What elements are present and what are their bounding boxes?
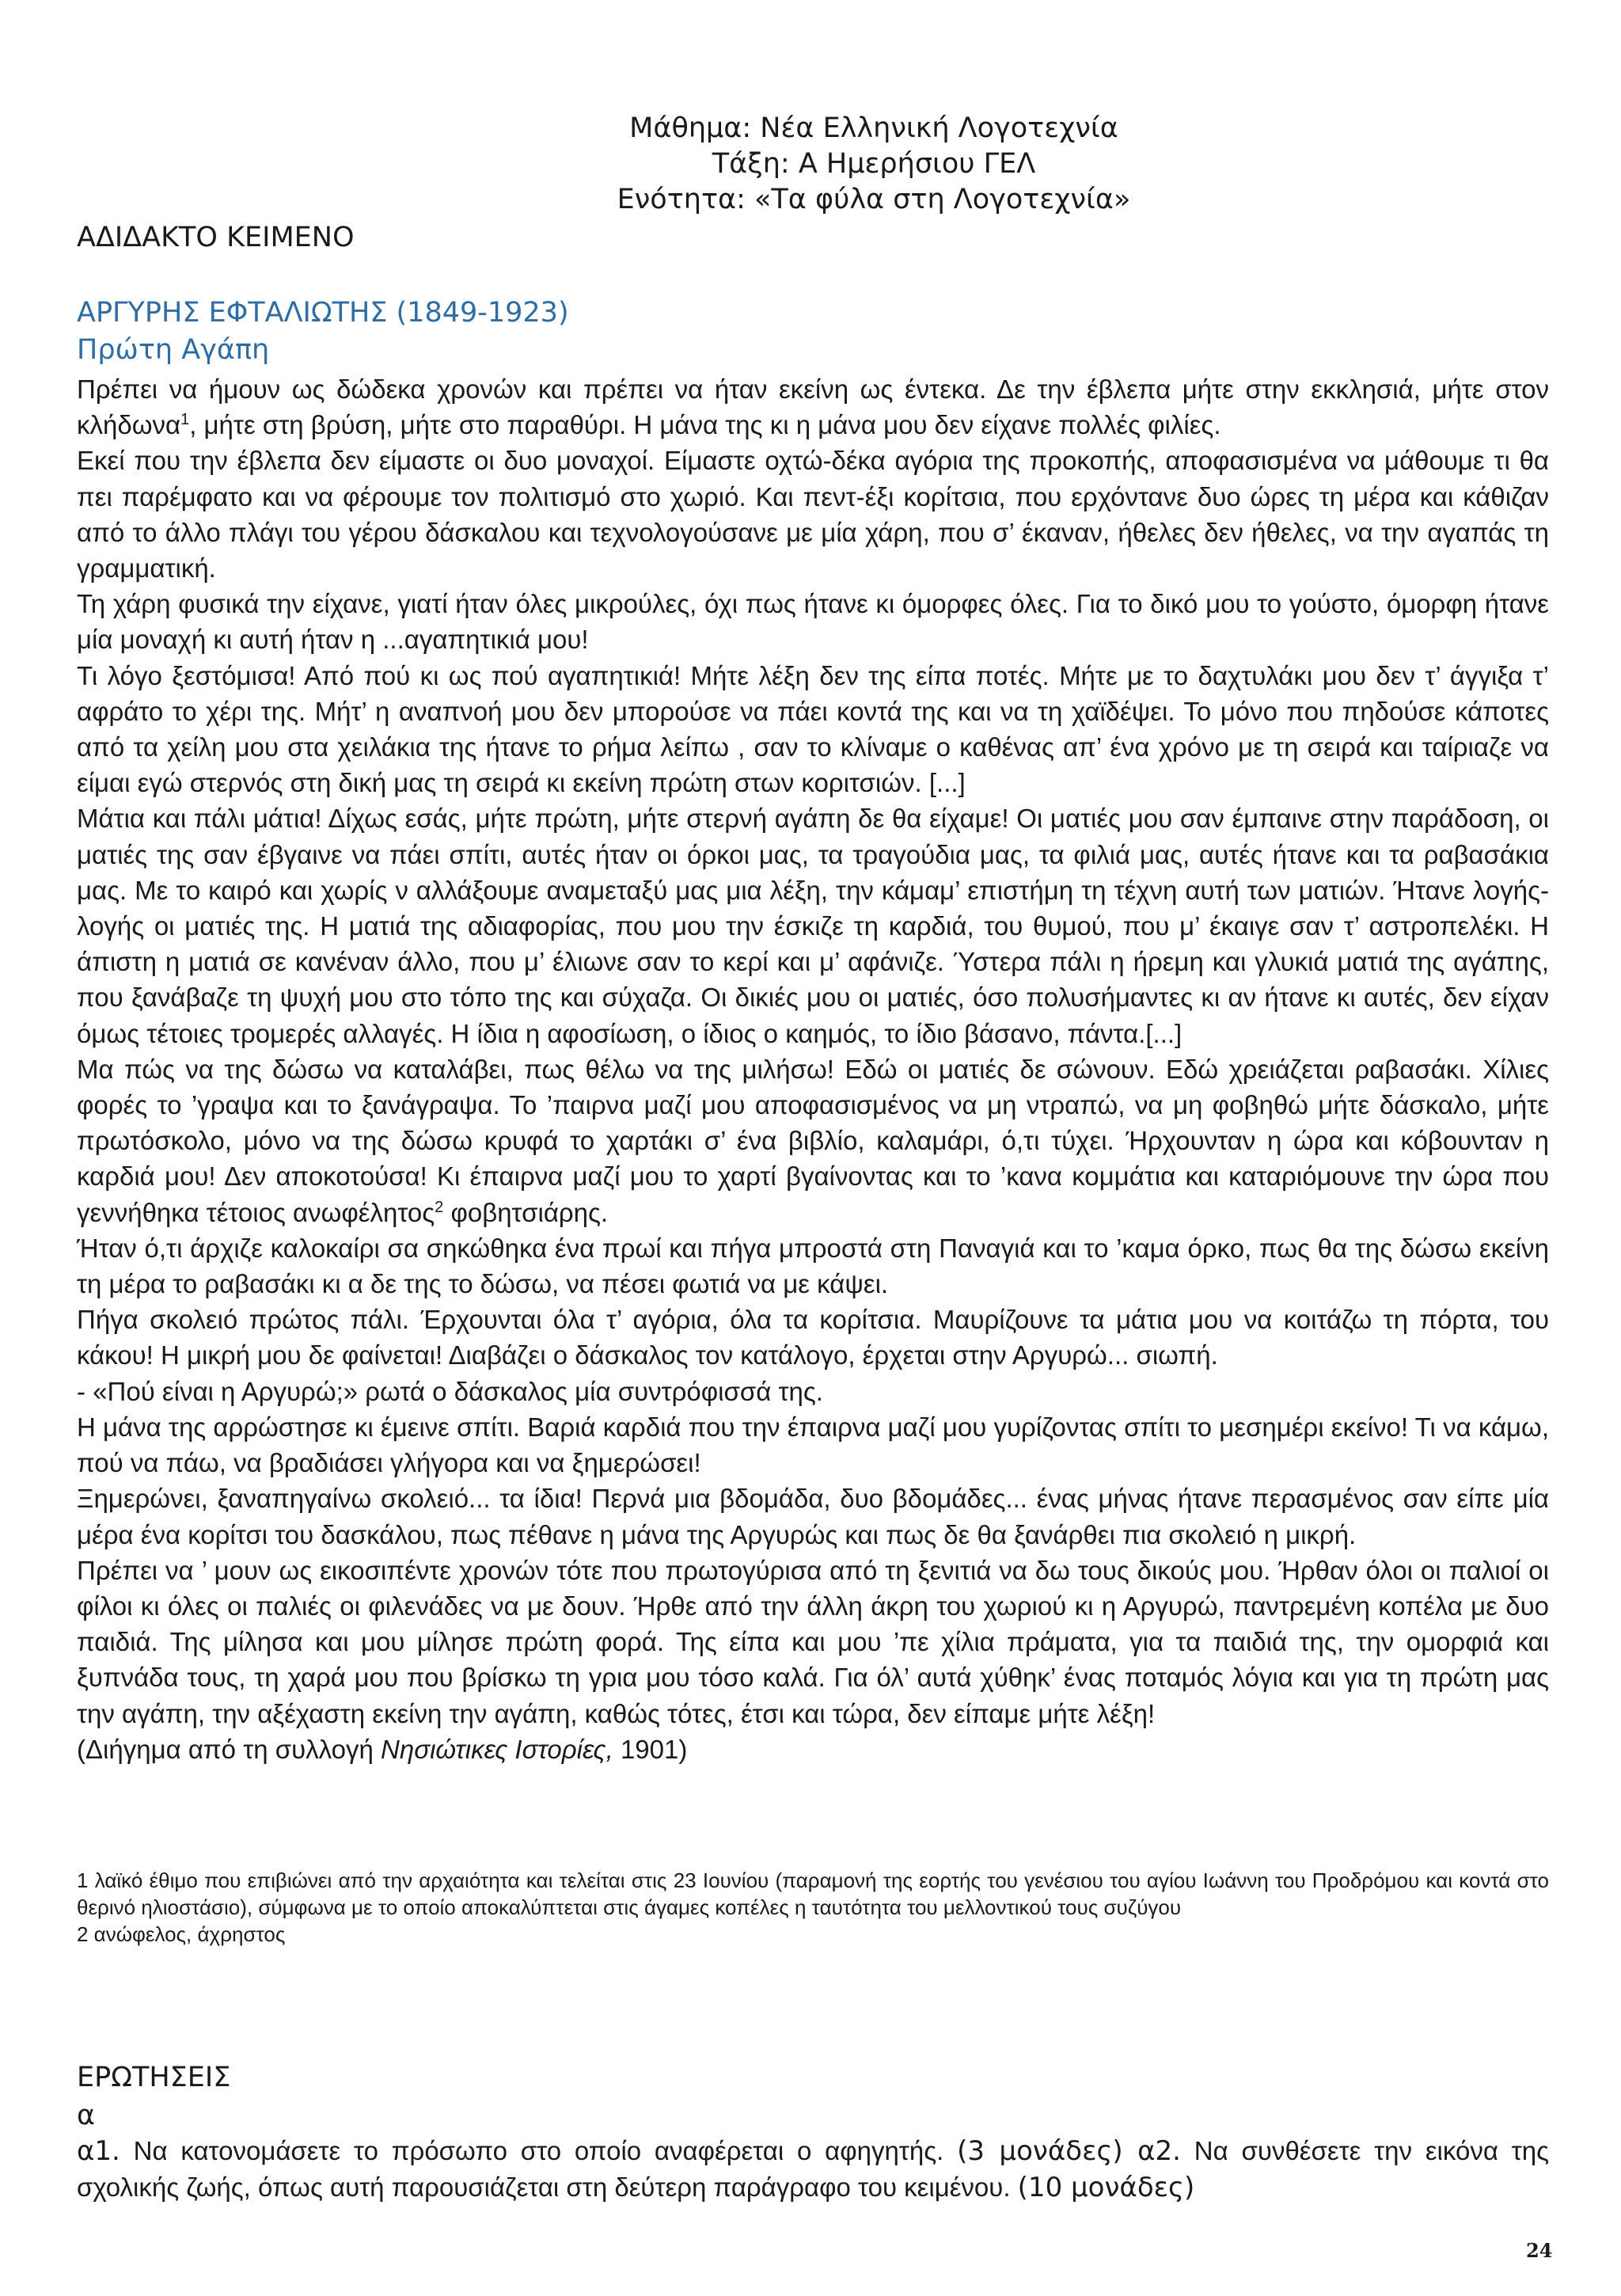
story-body — [77, 371, 1549, 1767]
footnote-ref-2: 2 — [435, 1198, 444, 1216]
paragraph-6-text-b: φοβητσιάρης. — [443, 1197, 609, 1227]
footnote-2: 2 ανώφελος, άχρηστος — [77, 1922, 286, 1946]
footnote-1: 1 λαϊκό έθιμο που επιβιώνει από την αρχαιότητα και τελείται στις 23 Ιουνίου (παραμονή της εορτής του γενέσιου του αγίου Ιωάννη του Προδρόμου και κοντά στο θερινό ηλιοστάσιο), σύμφωνα με το οποίο αποκαλύπτεται στις άγαμες κοπέλες η ταυτότητα του μελλοντικού τους συζύγου — [77, 1868, 1549, 1919]
question-1-number: α1. — [77, 2135, 120, 2167]
paragraph-3: Τη χάρη φυσικά την είχανε, γιατί ήταν όλες μικρούλες, όχι πως ήτανε κι όμορφες όλες. Για το δικό μου το γούστο, όμορφη ήτανε μία μοναχή κι αυτή ήταν η ...αγαπητικιά μου! — [77, 589, 1549, 655]
paragraph-8: Πήγα σκολειό πρώτος πάλι. Έρχουνται όλα τ’ αγόρια, όλα τα κορίτσια. Μαυρίζουνε τα μάτια μου να κοιτάζω τη πόρτα, του κάκου! Η μικρή μου δε φαίνεται! Διαβάζει ο δάσκαλος τον κατάλογο, έρχεται στην Αργυρώ... σιωπή. — [77, 1305, 1549, 1370]
source-collection-title: Νησιώτικες Ιστορίες, — [381, 1734, 613, 1764]
paragraph-2: Εκεί που την έβλεπα δεν είμαστε οι δυο μοναχοί. Είμαστε οχτώ-δέκα αγόρια της προκοπής, αποφασισμένα να μάθουμε τι θα πει παρέμφατο και να φέρουμε τον πολιτισμό στο χωριό. Και πεντ-έξι κορίτσια, που ερχόντανε δυο ώρες τη μέρα και κάθιζαν από το άλλο πλάγι του γέρου δάσκαλου και τεχνολογούσανε με μία χάρη, που σ’ έκαναν, ήθελες δεν ήθελες, να την αγαπάς τη γραμματική. — [77, 446, 1549, 584]
questions-heading: ΕΡΩΤΗΣΕΙΣ — [77, 2062, 231, 2093]
paragraph-4: Τι λόγο ξεστόμισα! Από πού κι ως πού αγαπητικιά! Μήτε λέξη δεν της είπα ποτές. Μήτε με το δαχτυλάκι μου δεν τ’ άγγιξα τ’ αφράτο το χέρι της. Μήτ’ η αναπνοή μου δεν μπορούσε να πάει κοντά της και να τη χαϊδέψει. Το μόνο που πηδούσε κάποτες από τα χείλη μου στα χειλάκια της ήτανε το ρήμα λείπω , σαν το κλίναμε ο καθένας απ’ ένα χρόνο με τη σειρά και ταίριαζε να είμαι εγώ στερνός στη δική μας τη σειρά κι εκείνη πρώτη στων κοριτσιών. [...] — [77, 660, 1549, 798]
question-2-marks: (10 μονάδες) — [1017, 2172, 1195, 2203]
author-heading: ΑΡΓΥΡΗΣ ΕΦΤΑΛΙΩΤΗΣ (1849-1923) — [77, 297, 569, 329]
paragraph-1-text-a: Πρέπει να ήμουν ως δώδεκα χρονών και πρέπει να ήταν εκείνη ως έντεκα. Δε την έβλεπα μήτε στην εκκλησιά, μήτε στον κλήδωνα — [77, 374, 1549, 440]
text-title: Πρώτη Αγάπη — [77, 334, 270, 366]
class-line: Τάξη: Α Ημερήσιου ΓΕΛ — [712, 148, 1036, 180]
page-number: 24 — [1526, 2239, 1553, 2262]
source-citation — [77, 1732, 1549, 1767]
paragraph-6 — [77, 1051, 1549, 1230]
question-1-marks: (3 μονάδες) — [957, 2135, 1123, 2167]
document-header — [0, 111, 1621, 218]
questions-paragraph — [77, 2133, 1549, 2206]
source-prefix: (Διήγημα από τη συλλογή — [77, 1734, 382, 1764]
question-2-number: α2. — [1122, 2135, 1181, 2167]
section-label: ΑΔΙΔΑΚΤΟ ΚΕΙΜΕΝΟ — [77, 222, 355, 253]
paragraph-11: Ξημερώνει, ξαναπηγαίνω σκολειό... τα ίδια! Περνά μια βδομάδα, δυο βδομάδες... ένας μήνας ήτανε περασμένος σαν είπε μία μέρα ένα κορίτσι του δασκάλου, πως πέθανε η μάνα της Αργυρώς και πως δε θα ξανάρθει πια σκολειό η μικρή. — [77, 1484, 1549, 1549]
footnote-ref-1: 1 — [180, 411, 190, 429]
questions-body — [77, 2133, 1549, 2206]
paragraph-9: - «Πού είναι η Αργυρώ;» ρωτά ο δάσκαλος μία συντρόφισσά της. — [77, 1376, 823, 1406]
question-group-label: α — [77, 2100, 96, 2131]
lesson-line: Μάθημα: Νέα Ελληνική Λογοτεχνία — [629, 112, 1118, 144]
footnotes — [77, 1867, 1549, 1948]
paragraph-7: Ήταν ό,τι άρχιζε καλοκαίρι σα σηκώθηκα ένα πρωί και πήγα μπροστά στη Παναγιά και το ’καμα όρκο, πως θα της δώσω εκείνη τη μέρα το ραβασάκι κι α δε της το δώσω, να πέσει φωτιά να με κάψει. — [77, 1233, 1549, 1299]
question-2-text: Να συνθέσετε την εικόνα της σχολικής ζωής, όπως αυτή παρουσιάζεται στη δεύτερη παράγραφο του κειμένου. — [77, 2136, 1550, 2202]
paragraph-5: Μάτια και πάλι μάτια! Δίχως εσάς, μήτε πρώτη, μήτε στερνή αγάπη δε θα είχαμε! Οι ματιές μου σαν έμπαινε στην παράδοση, οι ματιές της σαν έβγαινε να πάει σπίτι, αυτές ήταν οι όρκοι μας, τα τραγούδια μας, τα φιλιά μας, αυτές ήτανε και τα ραβασάκια μας. Με το καιρό και χωρίς ν αλλάξουμε αναμεταξύ μας μια λέξη, την κάμαμ’ επιστήμη τη τέχνη αυτή των ματιών. Ήτανε λογής-λογής οι ματιές της. Η ματιά της αδιαφορίας, που μου την έσκιζε τη καρδιά, του θυμού, που μ’ έκαιγε σαν τ’ αστροπελέκι. Η άπιστη η ματιά σε κανέναν άλλο, που μ’ έλιωνε σαν το κερί και μ’ αφάνιζε. Ύστερα πάλι η ήρεμη και γλυκιά ματιά της αγάπης, που ξανάβαζε τη ψυχή μου στο τόπο της και σύχαζα. Οι δικιές μου οι ματιές, όσο πολυσήμαντες κι αν ήτανε κι αυτές, δεν είχαν όμως τέτοιες τρομερές αλλαγές. Η ίδια η αφοσίωση, ο ίδιος ο καημός, το ίδιο βάσανο, πάντα.[...] — [77, 804, 1549, 1048]
paragraph-1-text-b: , μήτε στη βρύση, μήτε στο παραθύρι. Η μάνα της κι η μάνα μου δεν είχανε πολλές φιλίες. — [189, 410, 1221, 440]
paragraph-6-text-a: Μα πώς να της δώσω να καταλάβει, πως θέλω να της μιλήσω! Εδώ οι ματιές δε σώνουν. Εδώ χρειάζεται ραβασάκι. Χίλιες φορές το ’γραψα και το ξανάγραψα. Το ’παιρνα μαζί μου αποφασισμένος να μη ντραπώ, να μη φοβηθώ μήτε δάσκαλο, μήτε πρωτόσκολο, μόνο να της δώσω κρυφά το χαρτάκι σ’ ένα βιβλίο, καλαμάρι, ό,τι τύχει. Ήρχουνταν η ώρα και κόβουνταν η καρδιά μου! Δεν αποκοτούσα! Κι έπαιρνα μαζί μου το χαρτί βγαίνοντας και το ’κανα κομμάτια και καταριόμουνε την ώρα που γεννήθηκα τέτοιος ανωφέλητος — [77, 1054, 1549, 1227]
unit-line: Ενότητα: «Τα φύλα στη Λογοτεχνία» — [617, 184, 1131, 215]
source-year: 1901) — [613, 1734, 688, 1764]
question-1-text: Να κατονομάσετε το πρόσωπο στο οποίο αναφέρεται ο αφηγητής. — [120, 2136, 958, 2165]
paragraph-12: Πρέπει να ’ μουν ως εικοσιπέντε χρονών τότε που πρωτογύρισα από τη ξενιτιά να δω τους δικούς μου. Ήρθαν όλοι οι παλιοί οι φίλοι κι όλες οι παλιές οι φιλενάδες να με δουν. Ήρθε από την άλλη άκρη του χωριού κι η Αργυρώ, παντρεμένη κοπέλα με δυο παιδιά. Της μίλησα και μου μίλησε πρώτη φορά. Της είπα και μου ’πε χίλια πράματα, για τα παιδιά της, την ομορφιά και ξυπνάδα τους, τη χαρά μου που βρίσκω τη γρια μου τόσο καλά. Για όλ’ αυτά χύθηκ’ ένας ποταμός λόγια και για τη πρώτη μας την αγάπη, την αξέχαστη εκείνη την αγάπη, καθώς τότες, έτσι και τώρα, δεν είπαμε μήτε λέξη! — [77, 1555, 1549, 1728]
paragraph-10: Η μάνα της αρρώστησε κι έμεινε σπίτι. Βαριά καρδιά που την έπαιρνα μαζί μου γυρίζοντας σπίτι το μεσημέρι εκείνο! Τι να κάμω, πού να πάω, να βραδιάσει γλήγορα και να ξημερώσει! — [77, 1412, 1549, 1478]
paragraph-1 — [77, 371, 1549, 443]
